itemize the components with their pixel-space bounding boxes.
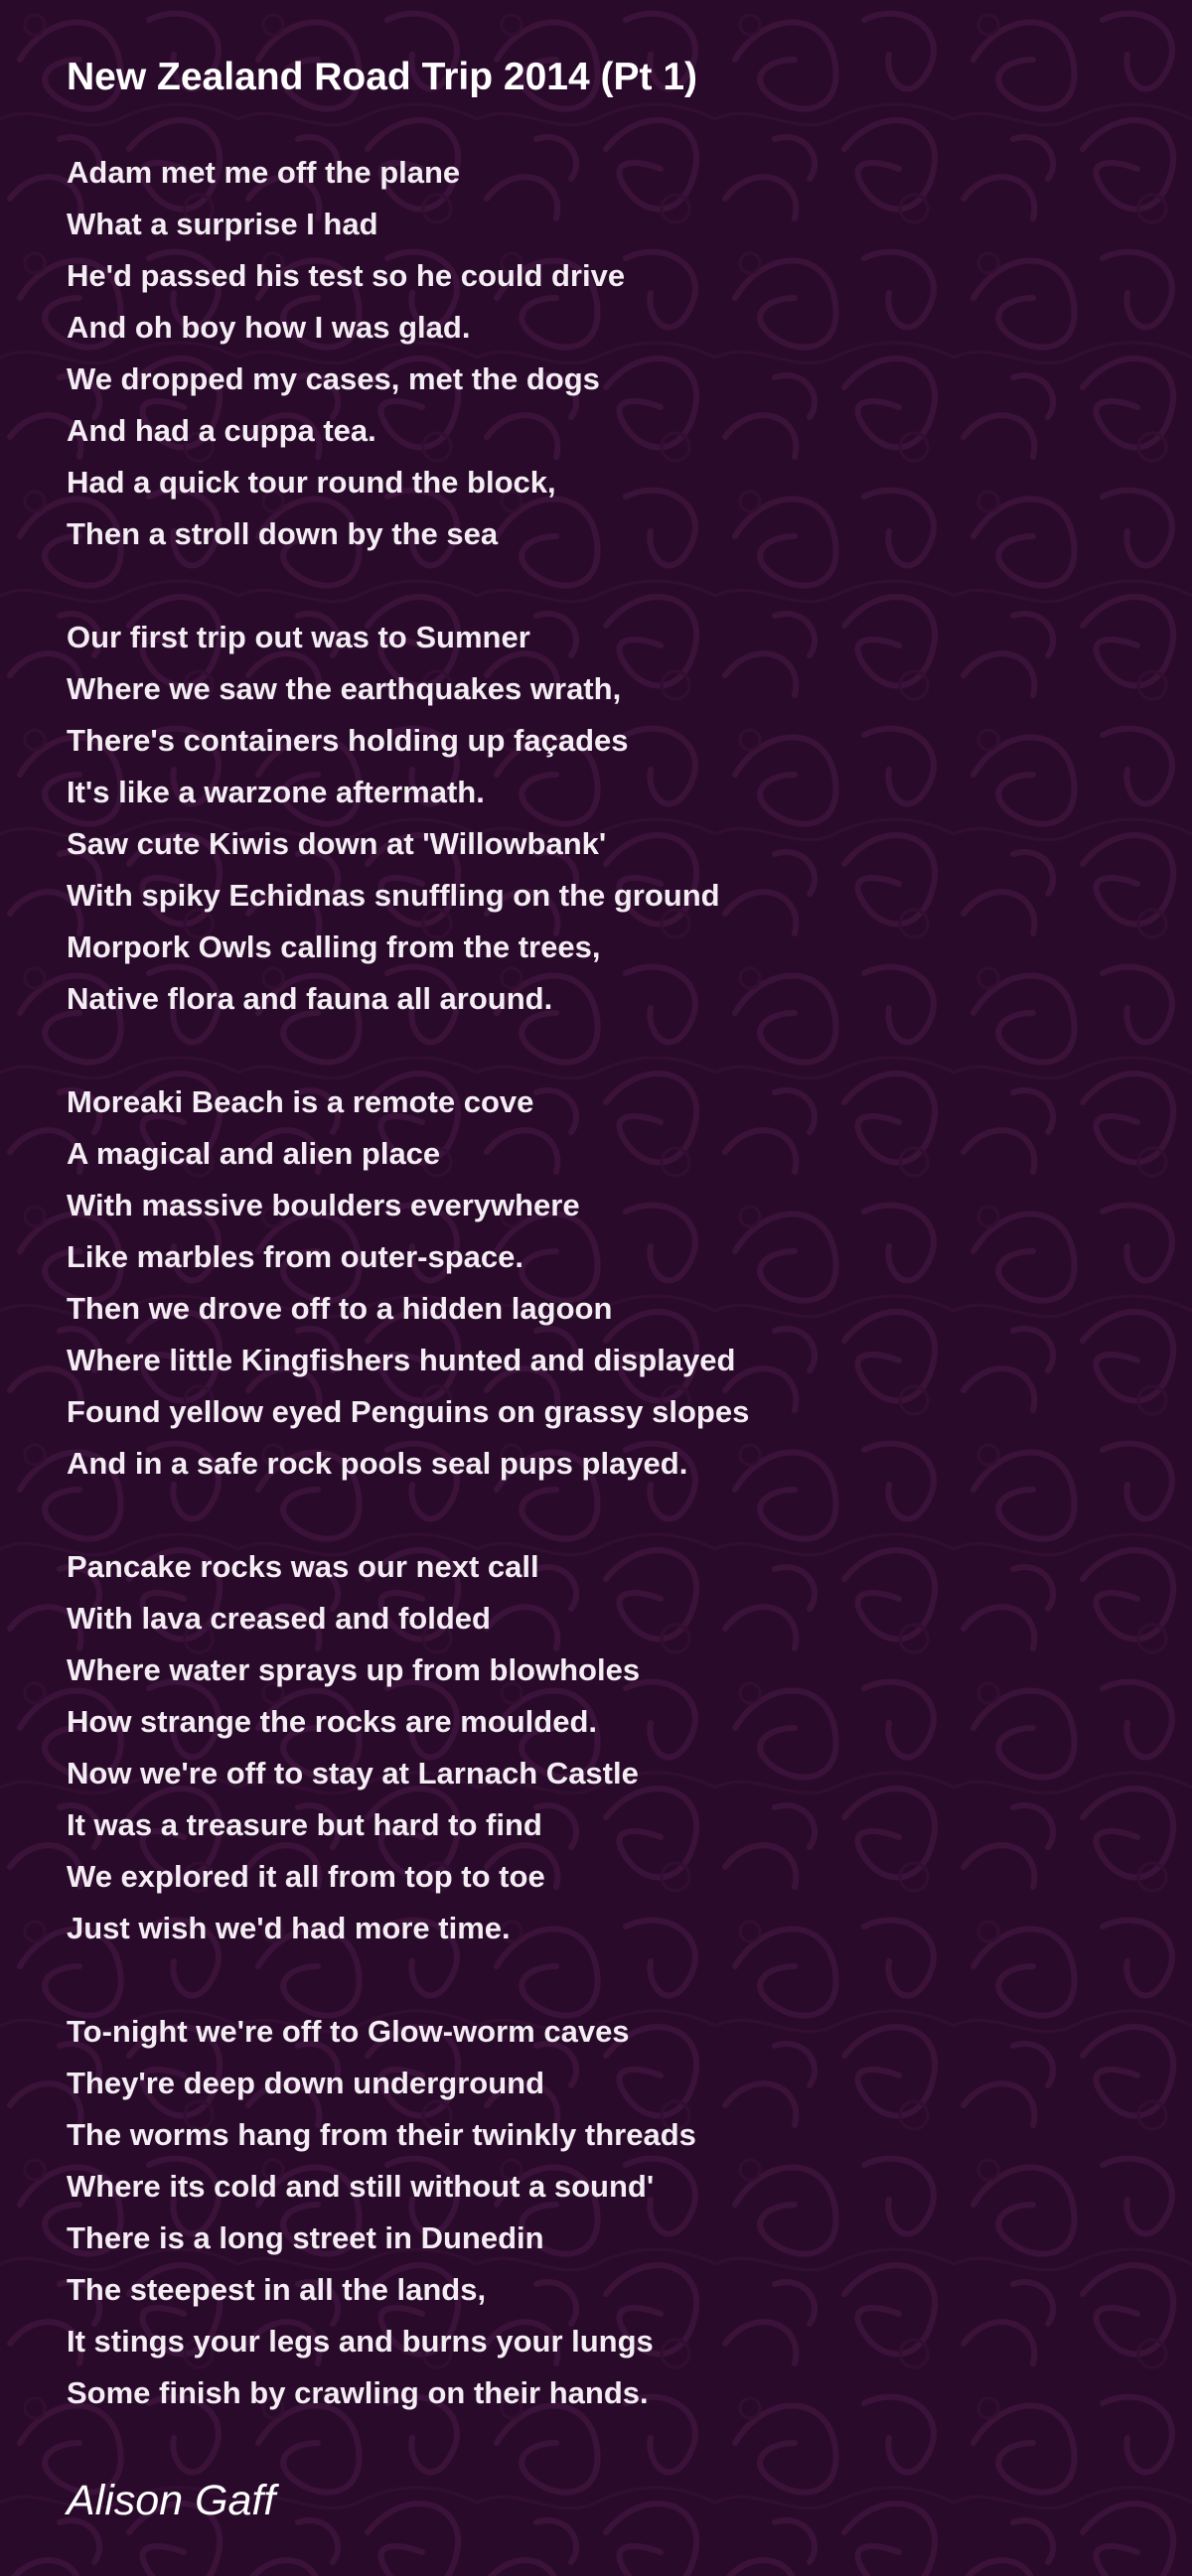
poem-line: Adam met me off the plane [67,155,461,190]
poem-line: Then we drove off to a hidden lagoon [67,1291,613,1326]
poem-line: Where we saw the earthquakes wrath, [67,671,622,706]
poem-line: Pancake rocks was our next call [67,1549,539,1584]
poem-line: And oh boy how I was glad. [67,310,471,345]
poem-line: And had a cuppa tea. [67,413,376,448]
poem-line: Our first trip out was to Sumner [67,620,530,654]
poem-title: New Zealand Road Trip 2014 (Pt 1) [67,56,698,98]
stanza-5 [67,2006,1139,2419]
poem-line: With lava creased and folded [67,1601,491,1636]
poem-line: Now we're off to stay at Larnach Castle [67,1756,639,1790]
poem-line: There's containers holding up façades [67,723,629,758]
poem-line: Morpork Owls calling from the trees, [67,930,601,964]
poem-line: To-night we're off to Glow-worm caves [67,2014,630,2049]
poem-line: Moreaki Beach is a remote cove [67,1084,534,1119]
poem-line: With massive boulders everywhere [67,1188,580,1222]
poem-line: Where little Kingfishers hunted and displayed [67,1343,736,1377]
poem-line: Found yellow eyed Penguins on grassy slopes [67,1394,750,1429]
poem-line: We explored it all from top to toe [67,1859,545,1894]
poem-line: There is a long street in Dunedin [67,2220,544,2255]
poem-line: Like marbles from outer-space. [67,1239,523,1274]
stanza-3 [67,1076,1139,1490]
poem-line: Some finish by crawling on their hands. [67,2375,649,2410]
poem-line: They're deep down underground [67,2066,544,2100]
poem-line: Where its cold and still without a sound' [67,2169,655,2204]
poem-line: It was a treasure but hard to find [67,1807,542,1842]
poem-line: What a surprise I had [67,207,378,241]
poem-line: We dropped my cases, met the dogs [67,361,600,396]
poem-line: It stings your legs and burns your lungs [67,2324,654,2359]
poem-line: A magical and alien place [67,1136,441,1171]
poem-line: He'd passed his test so he could drive [67,258,626,293]
poem-line: And in a safe rock pools seal pups played. [67,1446,688,1481]
poem-body [67,147,1139,2471]
poem-line: Native flora and fauna all around. [67,981,553,1016]
stanza-1 [67,147,1139,560]
poem-line: The steepest in all the lands, [67,2272,487,2307]
poem-line: Had a quick tour round the block, [67,465,556,500]
poem-author: Alison Gaff [67,2477,276,2524]
poem-line: Saw cute Kiwis down at 'Willowbank' [67,826,607,861]
poem-line: Where water sprays up from blowholes [67,1652,641,1687]
poem-line: How strange the rocks are moulded. [67,1704,598,1739]
poem-line: With spiky Echidnas snuffling on the ground [67,878,720,913]
stanza-2 [67,612,1139,1025]
stanza-4 [67,1541,1139,1954]
poem-line: Then a stroll down by the sea [67,516,499,551]
poem-line: It's like a warzone aftermath. [67,775,485,809]
poem-line: The worms hang from their twinkly threads [67,2117,696,2152]
poem-line: Just wish we'd had more time. [67,1911,511,1945]
